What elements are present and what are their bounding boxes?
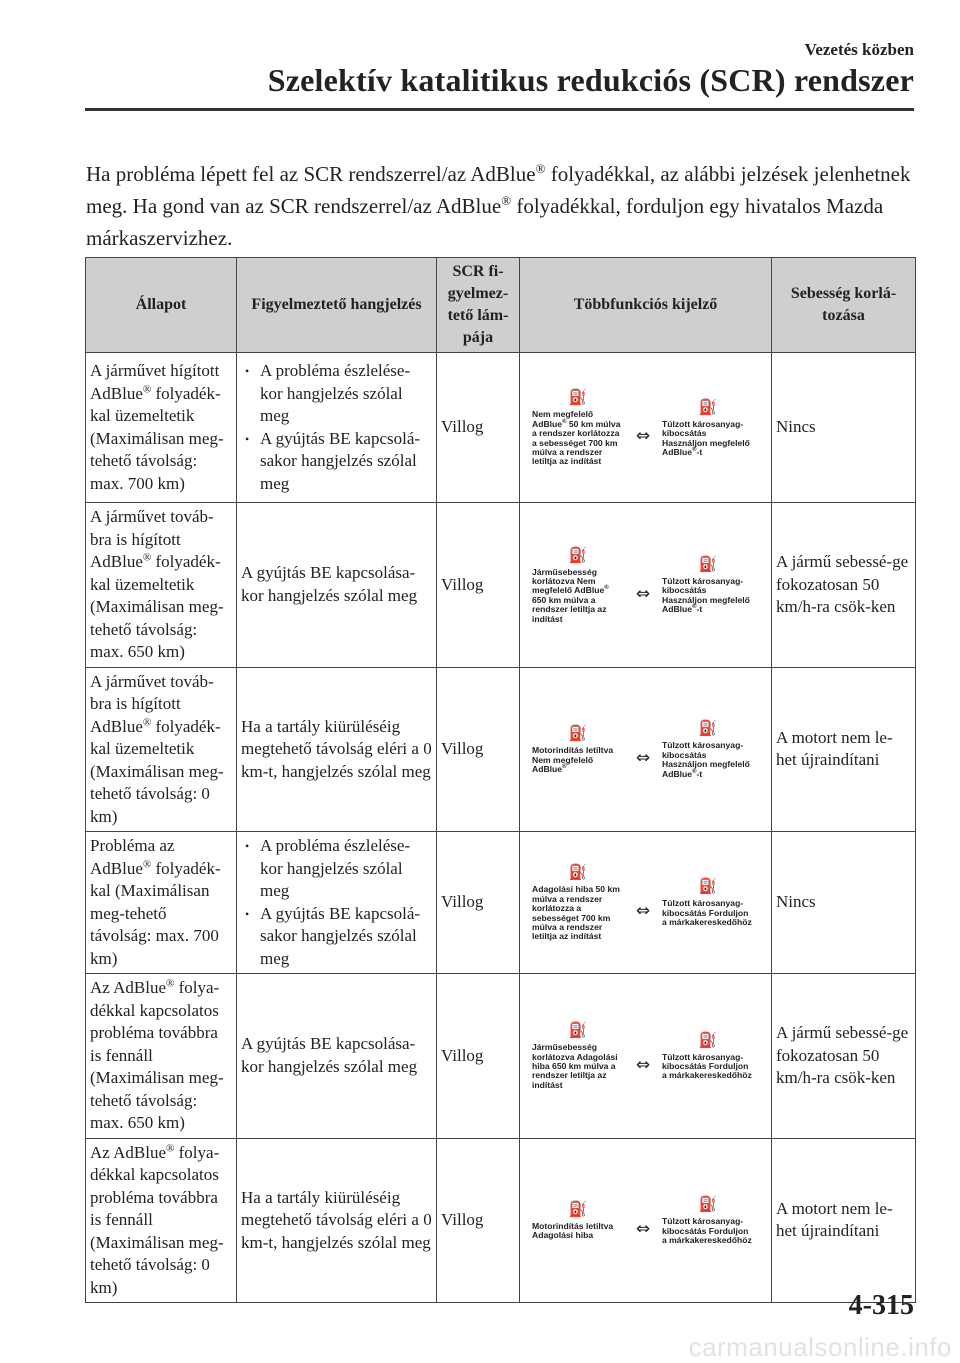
scr-warning-icon: ⛽ [698, 877, 718, 896]
speed-cell: A motort nem le-het újraindítani [772, 667, 916, 832]
display-cell [520, 503, 772, 668]
section-label: Vezetés közben [804, 40, 914, 59]
lamp-cell: Villog [437, 1138, 520, 1303]
alternating-arrow-icon: ⇔ [635, 1219, 651, 1239]
warning-cell: A gyújtás BE kapcsolása-kor hangjelzés szólal meg [237, 974, 437, 1139]
page-number: 4-315 [848, 1290, 914, 1321]
speed-cell: A jármű sebessé-ge fokozatosan 50 km/h-ra csök-ken [772, 503, 916, 668]
col-header-display: Többfunkciós kijelző [520, 258, 772, 353]
display-screen-right: ⛽ Túlzott károsanyag-kibocsátás Forduljon a márkakereskedőhöz [662, 1195, 754, 1245]
alternating-arrow-icon: ⇔ [635, 583, 651, 604]
intro-paragraph: Ha probléma lépett fel az SCR rendszerrel/az AdBlue® folyadékkal, az alábbi jelzések jelenhetnek meg. Ha gond van az SCR rendszerrel/az AdBlue® folyadékkal, forduljon egy hivatalos Mazda márkaszervizhez. [86, 161, 911, 250]
speed-cell: A jármű sebessé-ge fokozatosan 50 km/h-ra csök-ken [772, 974, 916, 1139]
display-cell [520, 832, 772, 974]
page-title: Szelektív katalitikus redukciós (SCR) rendszer [267, 62, 914, 98]
scr-warning-icon: ⛽ [568, 545, 588, 564]
warning-item: • A gyújtás BE kapcsolá-sakor hangjelzés szólal meg [241, 903, 432, 971]
warning-cell [237, 832, 437, 974]
table-header-row [86, 258, 916, 353]
scr-warning-icon: ⛽ [698, 1195, 718, 1214]
state-cell: Probléma az AdBlue® folyadék-kal (Maximálisan meg-tehető távolság: max. 700 km) [86, 832, 237, 974]
warning-cell: A gyújtás BE kapcsolása-kor hangjelzés szólal meg [237, 503, 437, 668]
scr-warning-icon: ⛽ [568, 724, 588, 743]
display-cell [520, 974, 772, 1139]
display-screen-left: ⛽ Járműsebesség korlátozva Adagolási hiba 650 km múlva a rendszer letiltja az indítást [532, 1021, 624, 1090]
warning-cell: Ha a tartály kiürüléséig megtehető távolság eléri a 0 km-t, hangjelzés szólal meg [237, 1138, 437, 1303]
state-cell: A járművet továb-bra is hígított AdBlue® folyadék-kal üzemeltetik (Maximálisan meg-tehető távolság: 0 km) [86, 667, 237, 832]
display-screen-right: ⛽ Túlzott károsanyag-kibocsátás Használjon megfelelő AdBlue®-t [662, 398, 754, 458]
warning-cell: Ha a tartály kiürüléséig megtehető távolság eléri a 0 km-t, hangjelzés szólal meg [237, 667, 437, 832]
display-screen-right: ⛽ Túlzott károsanyag-kibocsátás Használjon megfelelő AdBlue®-t [662, 719, 754, 779]
speed-cell: Nincs [772, 832, 916, 974]
display-screen-right: ⛽ Túlzott károsanyag-kibocsátás Forduljon a márkakereskedőhöz [662, 877, 754, 927]
display-cell [520, 667, 772, 832]
warning-cell [237, 353, 437, 503]
display-screen-left: ⛽ Adagolási hiba 50 km múlva a rendszer korlátozza a sebességet 700 km múlva a rendszer letiltja az indítást [532, 863, 624, 941]
alternating-arrow-icon: ⇔ [635, 1054, 651, 1075]
display-screen-left: ⛽ Nem megfelelő AdBlue® 50 km múlva a rendszer korlátozza a sebességet 700 km múlva a rendszer letiltja az indítást [532, 388, 624, 466]
warning-item: • A probléma észlelése-kor hangjelzés szólal meg [241, 360, 432, 428]
scr-warning-icon: ⛽ [568, 1021, 588, 1040]
warning-item: • A gyújtás BE kapcsolá-sakor hangjelzés szólal meg [241, 428, 432, 496]
table-row [86, 974, 916, 1139]
scr-warning-icon: ⛽ [698, 397, 718, 416]
display-cell [520, 353, 772, 503]
alternating-arrow-icon: ⇔ [635, 901, 651, 922]
table-row [86, 832, 916, 974]
header-rule [85, 108, 914, 111]
display-screen-left: ⛽ Járműsebesség korlátozva Nem megfelelő AdBlue® 650 km múlva a rendszer letiltja az indítást [532, 546, 624, 624]
display-screen-right: ⛽ Túlzott károsanyag-kibocsátás Forduljon a márkakereskedőhöz [662, 1031, 754, 1081]
col-header-lamp: SCR fi-gyelmez-tető lám-pája [437, 258, 520, 353]
state-cell: Az AdBlue® folya-dékkal kapcsolatos probléma továbbra is fennáll (Maximálisan meg-tehető távolság: 0 km) [86, 1138, 237, 1303]
scr-warning-icon: ⛽ [568, 388, 588, 407]
lamp-cell: Villog [437, 353, 520, 503]
display-screen-left: ⛽ Motorindítás letiltva Adagolási hiba [532, 1200, 624, 1241]
scr-warning-icon: ⛽ [698, 719, 718, 738]
display-cell [520, 1138, 772, 1303]
scr-warning-icon: ⛽ [568, 1199, 588, 1218]
col-header-speed: Sebesség korlá-tozása [772, 258, 916, 353]
state-cell: Az AdBlue® folya-dékkal kapcsolatos probléma továbbra is fennáll (Maximálisan meg-tehető távolság: max. 650 km) [86, 974, 237, 1139]
col-header-state: Állapot [86, 258, 237, 353]
warning-item: • A probléma észlelése-kor hangjelzés szólal meg [241, 835, 432, 903]
watermark: carmanualsonline.info [688, 1332, 952, 1362]
scr-status-table [85, 257, 916, 1303]
scr-warning-icon: ⛽ [698, 554, 718, 573]
table-row [86, 503, 916, 668]
scr-warning-icon: ⛽ [698, 1030, 718, 1049]
display-screen-right: ⛽ Túlzott károsanyag-kibocsátás Használjon megfelelő AdBlue®-t [662, 555, 754, 615]
display-screen-left: ⛽ Motorindítás letiltva Nem megfelelő AdBlue® [532, 724, 624, 774]
alternating-arrow-icon: ⇔ [635, 426, 651, 447]
speed-cell: A motort nem le-het újraindítani [772, 1138, 916, 1303]
state-cell: A járművet továb-bra is hígított AdBlue® folyadék-kal üzemeltetik (Maximálisan meg-tehető távolság: max. 650 km) [86, 503, 237, 668]
speed-cell: Nincs [772, 353, 916, 503]
col-header-warning: Figyelmeztető hangjelzés [237, 258, 437, 353]
lamp-cell: Villog [437, 832, 520, 974]
table-row [86, 667, 916, 832]
scr-warning-icon: ⛽ [568, 863, 588, 882]
lamp-cell: Villog [437, 503, 520, 668]
alternating-arrow-icon: ⇔ [635, 748, 651, 768]
table-row [86, 353, 916, 503]
table-row [86, 1138, 916, 1303]
lamp-cell: Villog [437, 974, 520, 1139]
state-cell: A járművet hígított AdBlue® folyadék-kal üzemeltetik (Maximálisan meg-tehető távolság: max. 700 km) [86, 353, 237, 503]
lamp-cell: Villog [437, 667, 520, 832]
